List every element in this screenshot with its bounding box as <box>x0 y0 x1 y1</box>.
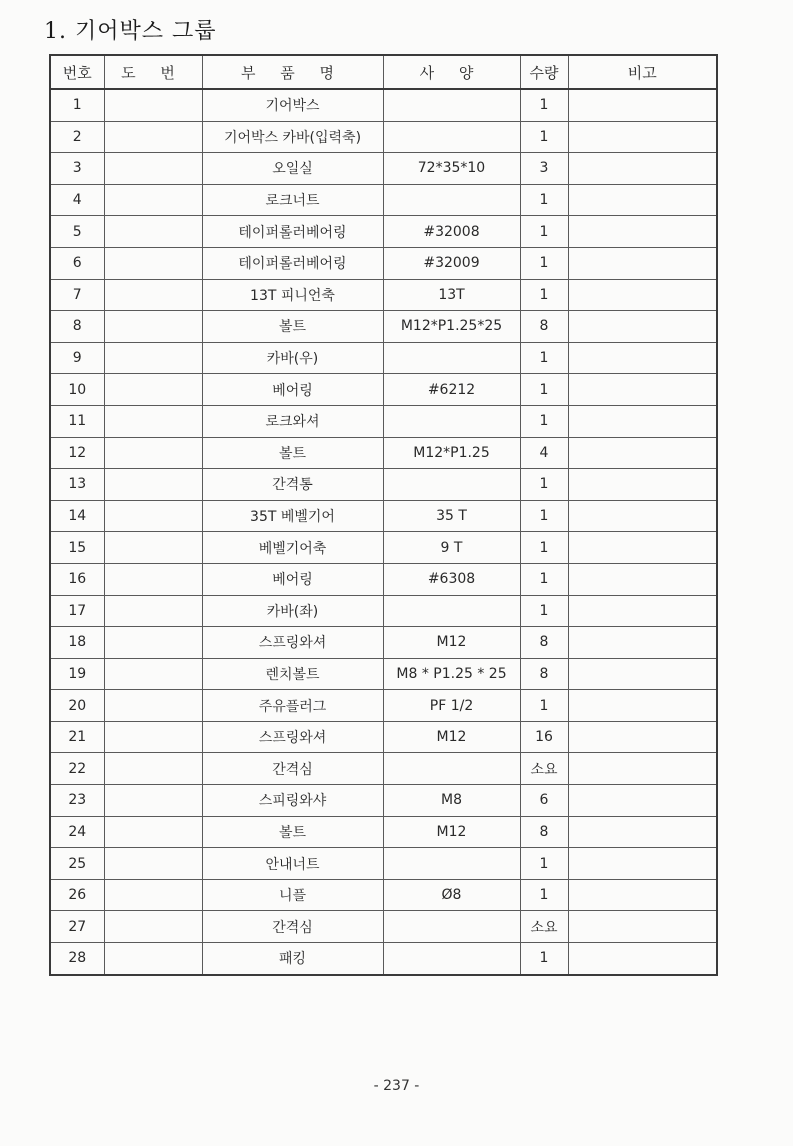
table-row <box>50 532 717 564</box>
part-name-cell: 35T 베벨기어 <box>202 500 383 532</box>
quantity-cell: 1 <box>520 247 568 279</box>
table-row <box>50 911 717 943</box>
part-name-cell: 패킹 <box>202 943 383 975</box>
part-name-cell: 로크너트 <box>202 184 383 216</box>
table-row <box>50 690 717 722</box>
page-number: - 237 - <box>373 1078 420 1094</box>
table-row <box>50 279 717 311</box>
remarks-cell <box>568 216 717 248</box>
drawing-number-cell <box>104 753 202 785</box>
part-name-cell: 주유플러그 <box>202 690 383 722</box>
row-number: 20 <box>50 690 104 722</box>
row-number: 9 <box>50 342 104 374</box>
spec-cell: 35 T <box>383 500 520 532</box>
header-spec: 사 양 <box>383 55 520 89</box>
table-row <box>50 816 717 848</box>
table-row <box>50 721 717 753</box>
quantity-cell: 4 <box>520 437 568 469</box>
parts-table-body <box>50 89 717 975</box>
table-row <box>50 943 717 975</box>
spec-cell: 72*35*10 <box>383 153 520 185</box>
drawing-number-cell <box>104 911 202 943</box>
table-row <box>50 879 717 911</box>
table-row <box>50 374 717 406</box>
row-number: 28 <box>50 943 104 975</box>
table-row <box>50 121 717 153</box>
remarks-cell <box>568 563 717 595</box>
drawing-number-cell <box>104 658 202 690</box>
table-row <box>50 753 717 785</box>
row-number: 15 <box>50 532 104 564</box>
row-number: 27 <box>50 911 104 943</box>
row-number: 12 <box>50 437 104 469</box>
drawing-number-cell <box>104 595 202 627</box>
quantity-cell: 1 <box>520 690 568 722</box>
quantity-cell: 소요 <box>520 911 568 943</box>
row-number: 4 <box>50 184 104 216</box>
spec-cell <box>383 121 520 153</box>
spec-cell: M12 <box>383 721 520 753</box>
table-row <box>50 658 717 690</box>
spec-cell <box>383 595 520 627</box>
remarks-cell <box>568 658 717 690</box>
remarks-cell <box>568 911 717 943</box>
part-name-cell: 카바(우) <box>202 342 383 374</box>
drawing-number-cell <box>104 563 202 595</box>
row-number: 2 <box>50 121 104 153</box>
remarks-cell <box>568 500 717 532</box>
part-name-cell: 베어링 <box>202 563 383 595</box>
quantity-cell: 8 <box>520 311 568 343</box>
drawing-number-cell <box>104 342 202 374</box>
row-number: 16 <box>50 563 104 595</box>
spec-cell <box>383 848 520 880</box>
quantity-cell: 8 <box>520 816 568 848</box>
row-number: 24 <box>50 816 104 848</box>
drawing-number-cell <box>104 279 202 311</box>
remarks-cell <box>568 311 717 343</box>
header-part-name: 부 품 명 <box>202 55 383 89</box>
remarks-cell <box>568 532 717 564</box>
drawing-number-cell <box>104 816 202 848</box>
row-number: 8 <box>50 311 104 343</box>
row-number: 21 <box>50 721 104 753</box>
row-number: 19 <box>50 658 104 690</box>
remarks-cell <box>568 121 717 153</box>
drawing-number-cell <box>104 690 202 722</box>
quantity-cell: 1 <box>520 595 568 627</box>
part-name-cell: 카바(좌) <box>202 595 383 627</box>
remarks-cell <box>568 184 717 216</box>
part-name-cell: 렌치볼트 <box>202 658 383 690</box>
part-name-cell: 로크와셔 <box>202 405 383 437</box>
part-name-cell: 테이퍼롤러베어링 <box>202 216 383 248</box>
quantity-cell: 1 <box>520 405 568 437</box>
spec-cell <box>383 184 520 216</box>
table-row <box>50 89 717 121</box>
quantity-cell: 1 <box>520 848 568 880</box>
table-row <box>50 184 717 216</box>
table-row <box>50 247 717 279</box>
remarks-cell <box>568 405 717 437</box>
drawing-number-cell <box>104 721 202 753</box>
part-name-cell: 스프링와셔 <box>202 627 383 659</box>
table-row <box>50 342 717 374</box>
row-number: 1 <box>50 89 104 121</box>
spec-cell: M12 <box>383 627 520 659</box>
spec-cell <box>383 469 520 501</box>
drawing-number-cell <box>104 500 202 532</box>
drawing-number-cell <box>104 437 202 469</box>
remarks-cell <box>568 595 717 627</box>
remarks-cell <box>568 374 717 406</box>
spec-cell <box>383 342 520 374</box>
drawing-number-cell <box>104 469 202 501</box>
remarks-cell <box>568 247 717 279</box>
quantity-cell: 1 <box>520 216 568 248</box>
drawing-number-cell <box>104 532 202 564</box>
remarks-cell <box>568 848 717 880</box>
part-name-cell: 간격통 <box>202 469 383 501</box>
drawing-number-cell <box>104 848 202 880</box>
drawing-number-cell <box>104 374 202 406</box>
spec-cell: 13T <box>383 279 520 311</box>
part-name-cell: 안내너트 <box>202 848 383 880</box>
quantity-cell: 6 <box>520 785 568 817</box>
row-number: 3 <box>50 153 104 185</box>
spec-cell <box>383 89 520 121</box>
table-row <box>50 216 717 248</box>
parts-table <box>49 54 718 976</box>
part-name-cell: 니플 <box>202 879 383 911</box>
remarks-cell <box>568 437 717 469</box>
spec-cell: #6308 <box>383 563 520 595</box>
part-name-cell: 스피링와샤 <box>202 785 383 817</box>
part-name-cell: 베어링 <box>202 374 383 406</box>
drawing-number-cell <box>104 785 202 817</box>
spec-cell: #6212 <box>383 374 520 406</box>
remarks-cell <box>568 721 717 753</box>
spec-cell: Ø8 <box>383 879 520 911</box>
quantity-cell: 1 <box>520 121 568 153</box>
quantity-cell: 소요 <box>520 753 568 785</box>
spec-cell <box>383 911 520 943</box>
remarks-cell <box>568 785 717 817</box>
drawing-number-cell <box>104 311 202 343</box>
drawing-number-cell <box>104 216 202 248</box>
remarks-cell <box>568 89 717 121</box>
part-name-cell: 스프링와셔 <box>202 721 383 753</box>
spec-cell: M12 <box>383 816 520 848</box>
remarks-cell <box>568 627 717 659</box>
quantity-cell: 1 <box>520 469 568 501</box>
drawing-number-cell <box>104 627 202 659</box>
drawing-number-cell <box>104 153 202 185</box>
remarks-cell <box>568 342 717 374</box>
header-remarks: 비고 <box>568 55 717 89</box>
remarks-cell <box>568 753 717 785</box>
row-number: 5 <box>50 216 104 248</box>
remarks-cell <box>568 816 717 848</box>
part-name-cell: 오일실 <box>202 153 383 185</box>
table-row <box>50 311 717 343</box>
quantity-cell: 1 <box>520 500 568 532</box>
part-name-cell: 간격심 <box>202 753 383 785</box>
row-number: 6 <box>50 247 104 279</box>
drawing-number-cell <box>104 121 202 153</box>
remarks-cell <box>568 690 717 722</box>
quantity-cell: 16 <box>520 721 568 753</box>
quantity-cell: 8 <box>520 658 568 690</box>
row-number: 7 <box>50 279 104 311</box>
row-number: 10 <box>50 374 104 406</box>
quantity-cell: 1 <box>520 532 568 564</box>
table-header-row <box>50 55 717 89</box>
table-row <box>50 469 717 501</box>
spec-cell: #32009 <box>383 247 520 279</box>
part-name-cell: 간격심 <box>202 911 383 943</box>
row-number: 11 <box>50 405 104 437</box>
part-name-cell: 13T 피니언축 <box>202 279 383 311</box>
quantity-cell: 1 <box>520 184 568 216</box>
quantity-cell: 1 <box>520 943 568 975</box>
row-number: 26 <box>50 879 104 911</box>
spec-cell: #32008 <box>383 216 520 248</box>
table-row <box>50 437 717 469</box>
remarks-cell <box>568 469 717 501</box>
quantity-cell: 1 <box>520 89 568 121</box>
quantity-cell: 3 <box>520 153 568 185</box>
remarks-cell <box>568 153 717 185</box>
row-number: 13 <box>50 469 104 501</box>
part-name-cell: 테이퍼롤러베어링 <box>202 247 383 279</box>
row-number: 14 <box>50 500 104 532</box>
drawing-number-cell <box>104 943 202 975</box>
header-quantity: 수량 <box>520 55 568 89</box>
row-number: 22 <box>50 753 104 785</box>
spec-cell <box>383 405 520 437</box>
drawing-number-cell <box>104 184 202 216</box>
quantity-cell: 1 <box>520 342 568 374</box>
quantity-cell: 8 <box>520 627 568 659</box>
table-row <box>50 785 717 817</box>
header-number: 번호 <box>50 55 104 89</box>
row-number: 23 <box>50 785 104 817</box>
drawing-number-cell <box>104 247 202 279</box>
spec-cell: M12*P1.25*25 <box>383 311 520 343</box>
part-name-cell: 베벨기어축 <box>202 532 383 564</box>
quantity-cell: 1 <box>520 879 568 911</box>
drawing-number-cell <box>104 405 202 437</box>
table-row <box>50 848 717 880</box>
header-drawing-number: 도 번 <box>104 55 202 89</box>
table-row <box>50 405 717 437</box>
quantity-cell: 1 <box>520 279 568 311</box>
quantity-cell: 1 <box>520 374 568 406</box>
table-row <box>50 627 717 659</box>
row-number: 18 <box>50 627 104 659</box>
table-row <box>50 500 717 532</box>
part-name-cell: 기어박스 카바(입력축) <box>202 121 383 153</box>
table-row <box>50 595 717 627</box>
row-number: 25 <box>50 848 104 880</box>
spec-cell: PF 1/2 <box>383 690 520 722</box>
spec-cell <box>383 943 520 975</box>
spec-cell: M8 <box>383 785 520 817</box>
spec-cell <box>383 753 520 785</box>
remarks-cell <box>568 279 717 311</box>
remarks-cell <box>568 879 717 911</box>
spec-cell: M8 * P1.25 * 25 <box>383 658 520 690</box>
table-row <box>50 153 717 185</box>
drawing-number-cell <box>104 89 202 121</box>
part-name-cell: 볼트 <box>202 437 383 469</box>
spec-cell: M12*P1.25 <box>383 437 520 469</box>
spec-cell: 9 T <box>383 532 520 564</box>
quantity-cell: 1 <box>520 563 568 595</box>
part-name-cell: 볼트 <box>202 311 383 343</box>
part-name-cell: 볼트 <box>202 816 383 848</box>
row-number: 17 <box>50 595 104 627</box>
remarks-cell <box>568 943 717 975</box>
part-name-cell: 기어박스 <box>202 89 383 121</box>
table-row <box>50 563 717 595</box>
page-title: 1. 기어박스 그룹 <box>44 19 217 44</box>
drawing-number-cell <box>104 879 202 911</box>
